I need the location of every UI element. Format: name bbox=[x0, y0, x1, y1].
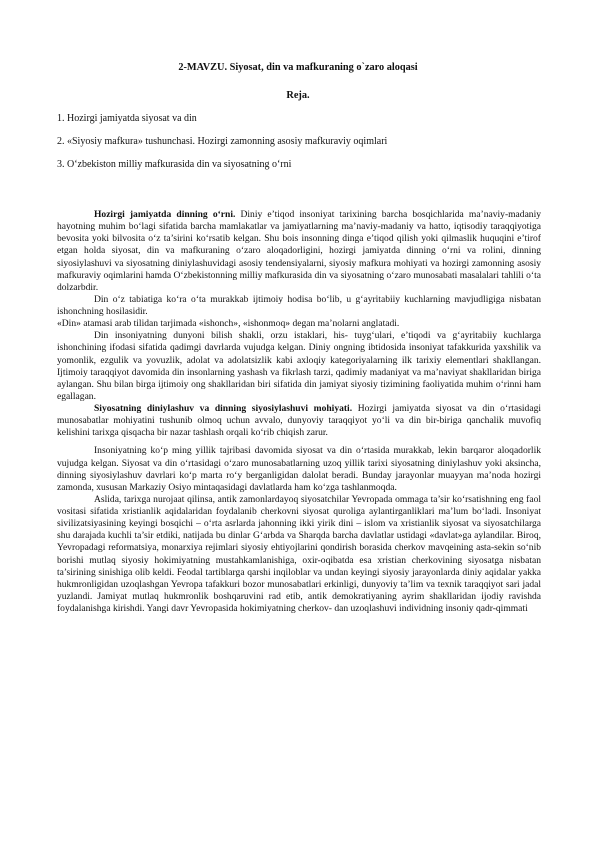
paragraph-1-heading: Hozirgi jamiyatda dinning o‘rni. bbox=[94, 209, 236, 220]
paragraph-6 bbox=[57, 445, 541, 494]
paragraph-7-text: Aslida, tarixga nurojaat qilinsa, antik zamonlardayoq siyosatchilar Yevropada ommaga ta’sir ko‘rsatishning eng faol vositasi sifatida xristianlik aqidalaridan foydalanib cherkovni siyosat quroliga aylantirganliklari ma’lum bo‘ladi. Insoniyat sivilizatsiyasining keyingi bosqichi – o‘rta asrlarda jahonning ikki yirik dini – islom va xristianlik siyosat va siyosatchilarga shu darajada kuchli ta’sir etdiki, natijada bu dinlar G‘arbda va Sharqda barcha davlatlar ustidagi «davlat»ga aylandilar. Biroq, Yevropadagi reformatsiya, monarxiya rejimlari siyosiy ehtiyojlarini qondirish borasida cherkov mavqeining asta-sekin so‘nib borishi mutlaq siyosiy hokimiyatning mustahkamlanishiga, oxir-oqibatda esa xristian cherkovining siyosatga nisbatan ta’sirining sinishiga olib keldi. Feodal tartiblarga qarshi inqiloblar va undan keyingi siyosiy jarayonlarda diniy aqidalar yakka hukmronligidan uzoqlashgan Yevropa tafakkuri bozor munosabatlari erkinligi, dunyoviy ta’lim va texnik taraqqiyot sari jadal yuzlandi. Jamiyat mutlaq hukmronlik boshqaruvini rad etib, antik demokratiyaning ayrim shakllaridan ijodiy ravishda foydalanishga kirishdi. Yangi davr Yevropasida hokimiyatning cherkov- dan uzoqlashuvi individning insoniy qadr-qimmati bbox=[57, 493, 541, 614]
body-text bbox=[57, 209, 541, 615]
plan-heading: Reja. bbox=[286, 90, 310, 101]
paragraph-5-text: Hozirgi jamiyatda siyosat va din o‘rtasidagi munosabatlar mohiyatini tushunib olmoq uchun avvalo, dunyoviy taraqqiyot yo‘li va din bir-biriga qanchalik muvofiq kelishini tarixga qisqacha bir nazar tashlash orqali ko‘rib chiqish zarur. bbox=[57, 403, 541, 439]
paragraph-1 bbox=[57, 209, 541, 294]
paragraph-1-text: Diniy e’tiqod insoniyat tarixining barcha bosqichlarida ma’naviy-madaniy hayotning muhim bo‘lagi sifatida barcha mamlakatlar va jamiyatlarning ma’naviy-madaniy va hatto, iqtisodiy taraqqiyotiga bevosita yoki bilvosita o‘z ta’sirini ko‘rsatib kelgan. Shu bois insonning dinga e’tiqod qilish yoki qilmaslik huquqini e’tirof etgan holda siyosat, din va mafkuraning o‘zaro aloqadorligini, hozirgi jamiyatda dinning o‘rni va rolini, dinning siyosiylashuvi va siyosatning diniylashuvidagi asosiy tendensiyalarni, siyosiy mafkura mohiyati va hozirgi zamonning asosiy mafkuraviy oqimlarini hamda O‘zbekistonning milliy mafkurasida din va siyosatning o‘zaro munosabati masalalari tahlili o‘ta dolzarbdir. bbox=[57, 209, 542, 293]
paragraph-6-text: Insoniyatning ko‘p ming yillik tajribasi davomida siyosat va din o‘rtasida murakkab, lekin barqaror aloqadorlik vujudga kelgan. Siyosat va din o‘rtasidagi o‘zaro munosabatlarning uzoq yillik tarixi siyosatning diniylashuv yoki aksincha, dinning siyosiylashuv davrlari ko‘p marta ro‘y berganligidan dalolat beradi. Bunday jarayonlar muayyan ma’noda hozirgi zamonda, xususan Markaziy Osiyo mintaqasidagi davlatlarda ham ko‘zga tashlanmoqda. bbox=[57, 445, 541, 493]
paragraph-2 bbox=[57, 294, 541, 318]
paragraph-5-heading: Siyosatning diniylashuv va dinning siyosiylashuvi mohiyati. bbox=[94, 403, 353, 414]
paragraph-3 bbox=[57, 318, 541, 330]
paragraph-5 bbox=[57, 403, 541, 439]
paragraph-4 bbox=[57, 330, 541, 403]
plan-item-2: 2. «Siyosiy mafkura» tushunchasi. Hozirgi zamonning asosiy mafkuraviy oqimlari bbox=[57, 136, 388, 147]
paragraph-4-text: Din insoniyatning dunyoni bilish shakli, orzu istaklari, his- tuyg‘ulari, e’tiqodi va g‘ayritabiiy kuchlarga ishonchining ifodasi sifatida qadimgi davrlarda vujudga kelgan. Diniy ongning ibtidosida insoniyat tafakkurida yaxshilik va yomonlik, ezgulik va yovuzlik, adolat va adolatsizlik kabi axloqiy kategoriyalarning ilk tarixiy elementlari shakllangan. Ijtimoiy taraqqiyot davomida din insonlarning yashash va fikrlash tarzi, qadimiy madaniyat va ma’naviyat shakllaridan biriga aylangan. Shu bilan birga ijtimoiy ong shakllaridan biri sifatida din jamiyat siyosiy tizimining faoliyatida muhim o‘rinni ham egallagan. bbox=[57, 330, 541, 402]
plan-item-3: 3. O‘zbekiston milliy mafkurasida din va siyosatning o‘rni bbox=[57, 159, 292, 170]
paragraph-3-text: «Din» atamasi arab tilidan tarjimada «ishonch», «ishonmoq» degan ma’nolarni anglatadi. bbox=[57, 318, 400, 330]
plan-item-1: 1. Hozirgi jamiyatda siyosat va din bbox=[57, 113, 197, 124]
document-title: 2-MAVZU. Siyosat, din va mafkuraning o`zaro aloqasi bbox=[178, 62, 418, 73]
paragraph-7 bbox=[57, 494, 541, 615]
paragraph-2-text: Din o‘z tabiatiga ko‘ra o‘ta murakkab ijtimoiy hodisa bo‘lib, u g‘ayritabiiy kuchlarning mavjudligiga nisbatan ishonchning hosilasidir. bbox=[57, 293, 541, 317]
